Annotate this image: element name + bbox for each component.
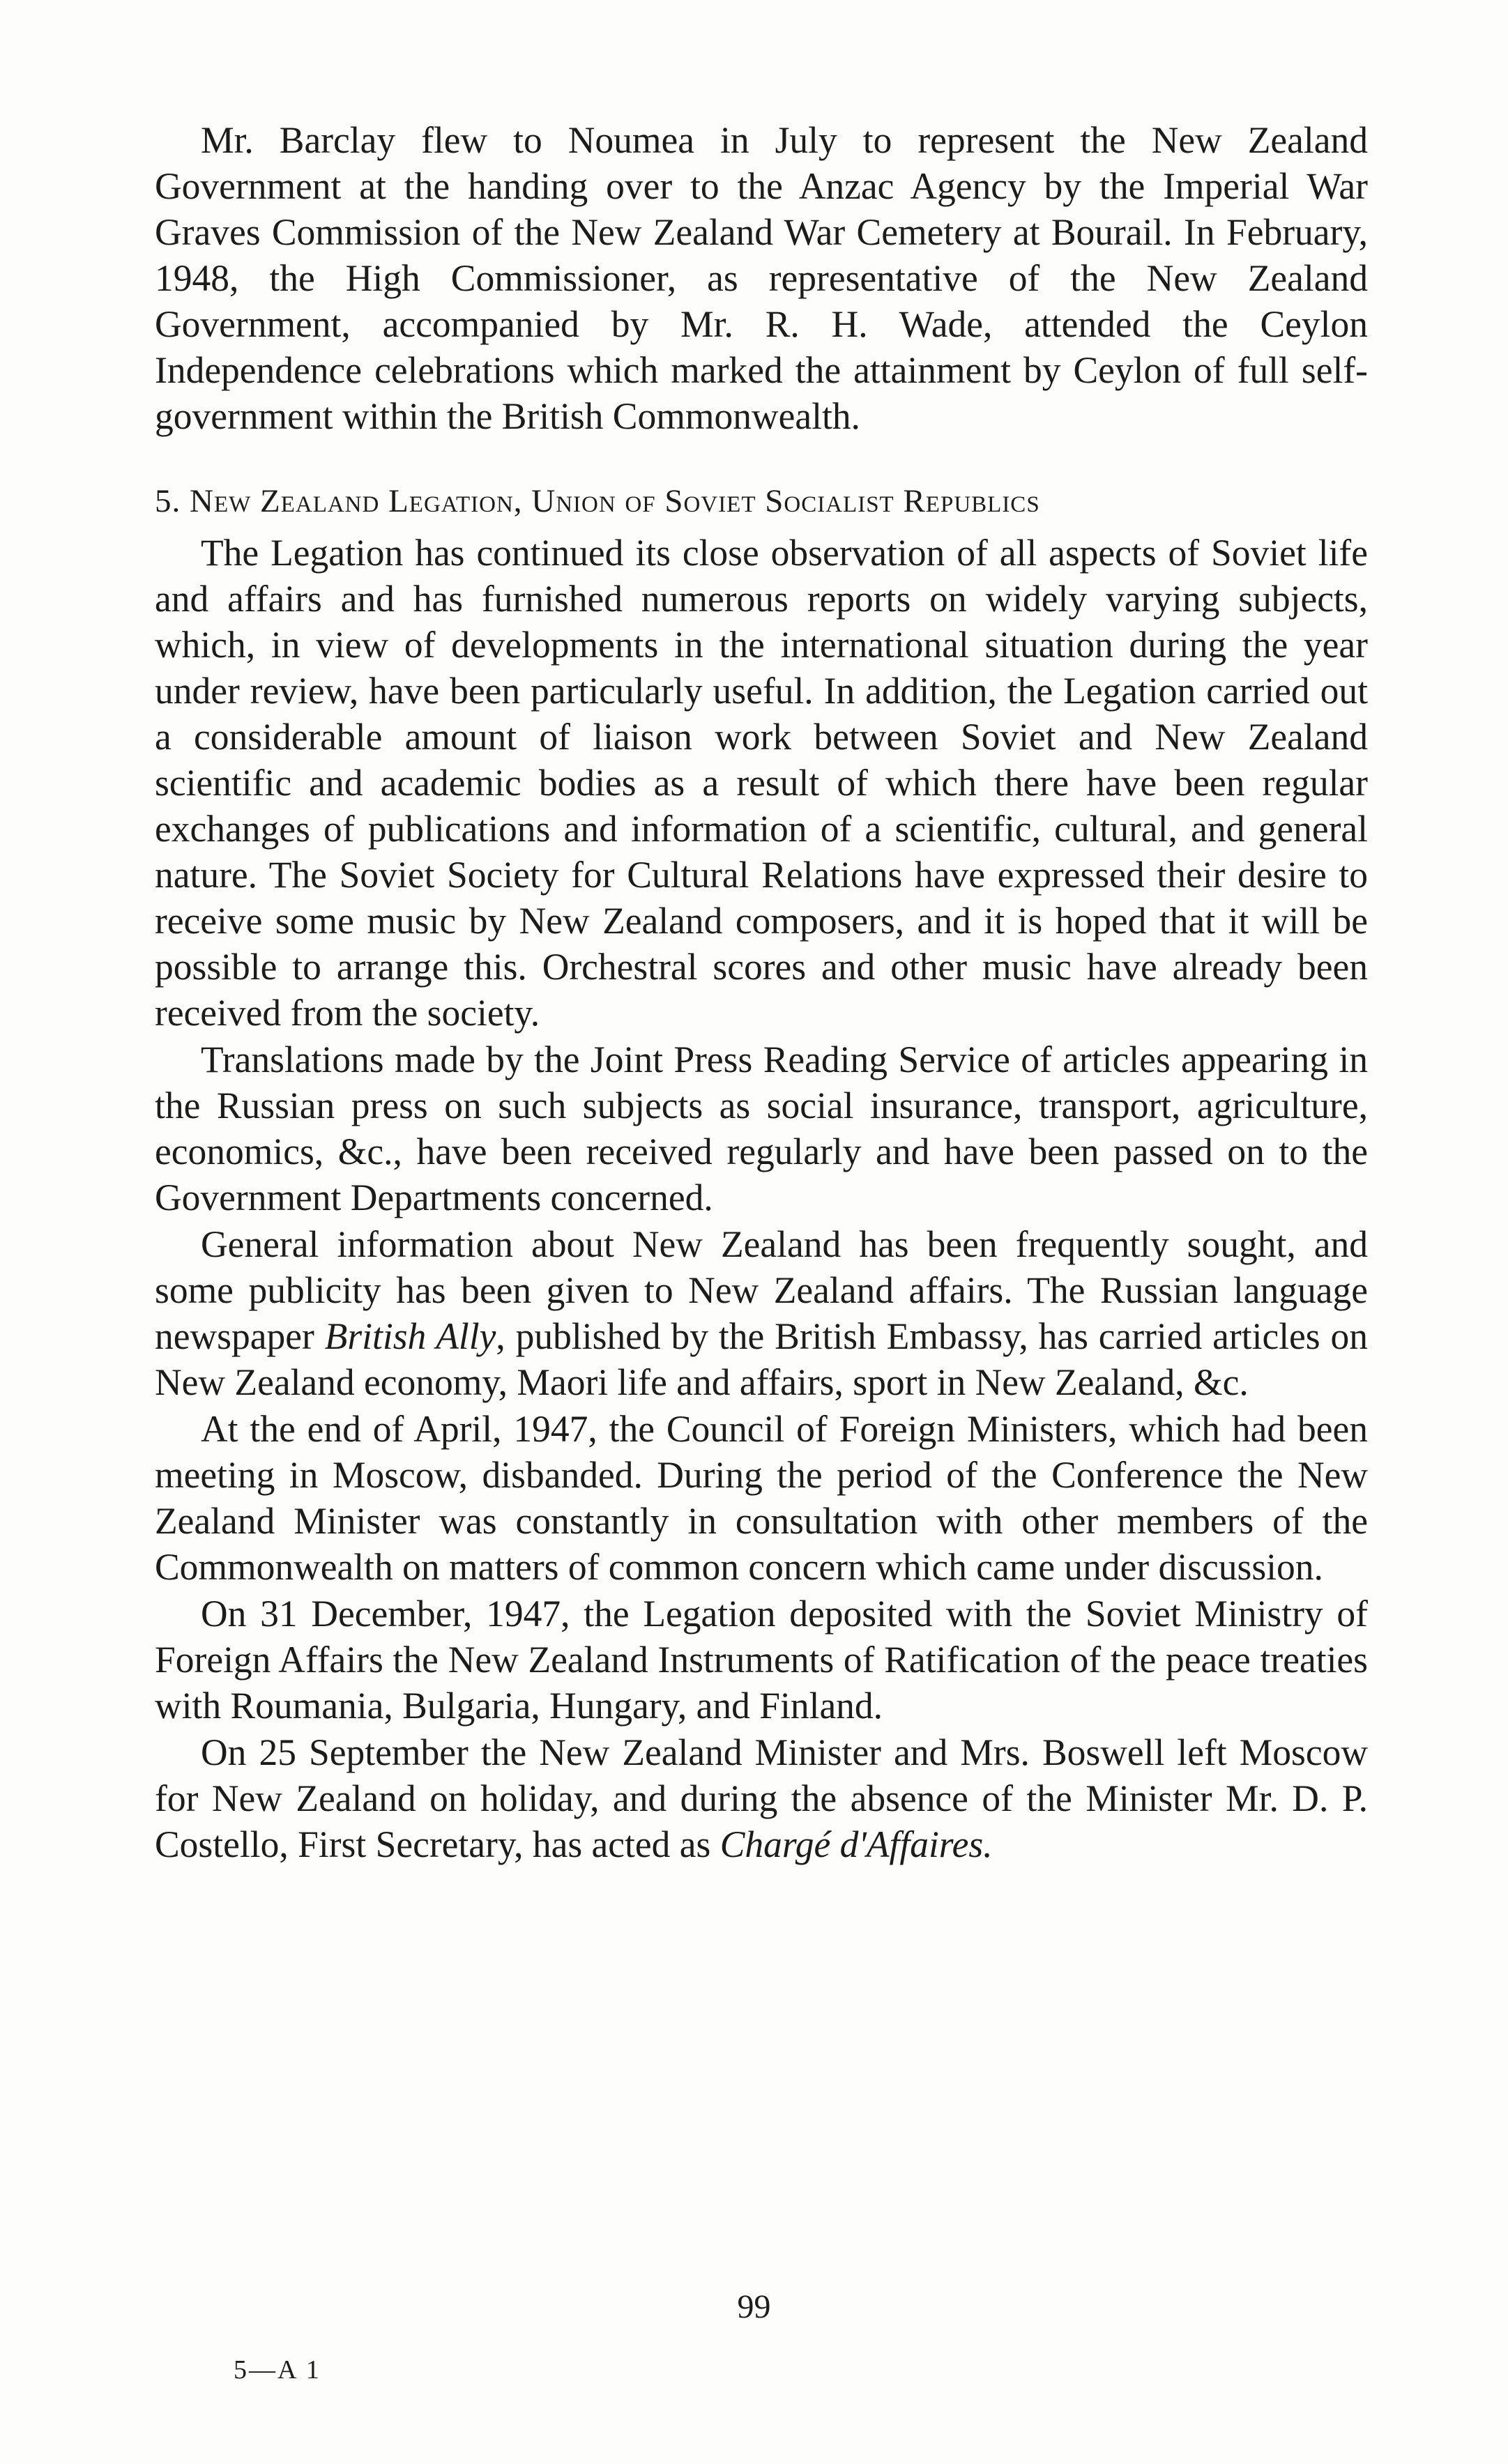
body-text [155,117,1368,1868]
charge-affaires-title: Chargé d'Affaires. [719,1823,993,1865]
paragraph-publicity-part-1: General information about New Zealand has been frequently sought, and some publicity has been given to New Zealand affairs. The Russian language newspaper [155,1223,1368,1357]
section-heading-ussr-legation: 5. New Zealand Legation, Union of Soviet Socialist Republics [155,483,1040,519]
paragraph-publicity-part-2: , published by the British Embassy, has carried articles on New Zealand economy, Maori life and affairs, sport in New Zealand, &c. [155,1315,1368,1403]
newspaper-title: British Ally [324,1315,496,1357]
paragraph-legation-observation: The Legation has continued its close observation of all aspects of Soviet life and affairs and has furnished numerous reports on widely varying subjects, which, in view of developments in the international situation during the year under review, have been particularly useful. In addition, the Legation carried out a considerable amount of liaison work between Soviet and New Zealand scientific and academic bodies as a result of which there have been regular exchanges of publications and information of a scientific, cultural, and general nature. The Soviet Society for Cultural Relations have expressed their desire to receive some music by New Zealand composers, and it is hoped that it will be possible to arrange this. Orchestral scores and other music have already been received from the society. [155,532,1368,1034]
paragraph-minister-holiday [155,1729,1368,1867]
page-number: 99 [737,2288,771,2325]
paragraph-council-foreign-ministers: At the end of April, 1947, the Council of Foreign Ministers, which had been meeting in Moscow, disbanded. During the period of the Conference the New Zealand Minister was constantly in consultation with other members of the Commonwealth on matters of common concern which came under discussion. [155,1408,1368,1588]
paragraph-press-translations: Translations made by the Joint Press Reading Service of articles appearing in the Russian press on such subjects as social insurance, transport, agriculture, economics, &c., have been received regularly and have been passed on to the Government Departments concerned. [155,1039,1368,1218]
sheet-signature-mark: 5—A 1 [234,2355,321,2385]
paragraph-holiday-part-1: On 25 September the New Zealand Minister and Mrs. Boswell left Moscow for New Zealand on holiday, and during the absence of the Minister Mr. D. P. Costello, First Secretary, has acted as [155,1731,1368,1865]
paragraph-barclay-noumea: Mr. Barclay flew to Noumea in July to represent the New Zealand Government at the handing over to the Anzac Agency by the Imperial War Graves Commission of the New Zealand War Cemetery at Bourail. In February, 1948, the High Commissioner, as representative of the New Zealand Government, accompanied by Mr. R. H. Wade, attended the Ceylon Independence celebrations which marked the attainment by Ceylon of full self-government within the British Commonwealth. [155,119,1368,437]
paragraph-ratification: On 31 December, 1947, the Legation deposited with the Soviet Ministry of Foreign Affairs the New Zealand Instruments of Ratification of the peace treaties with Roumania, Bulgaria, Hungary, and Finland. [155,1593,1368,1727]
paragraph-publicity [155,1221,1368,1405]
